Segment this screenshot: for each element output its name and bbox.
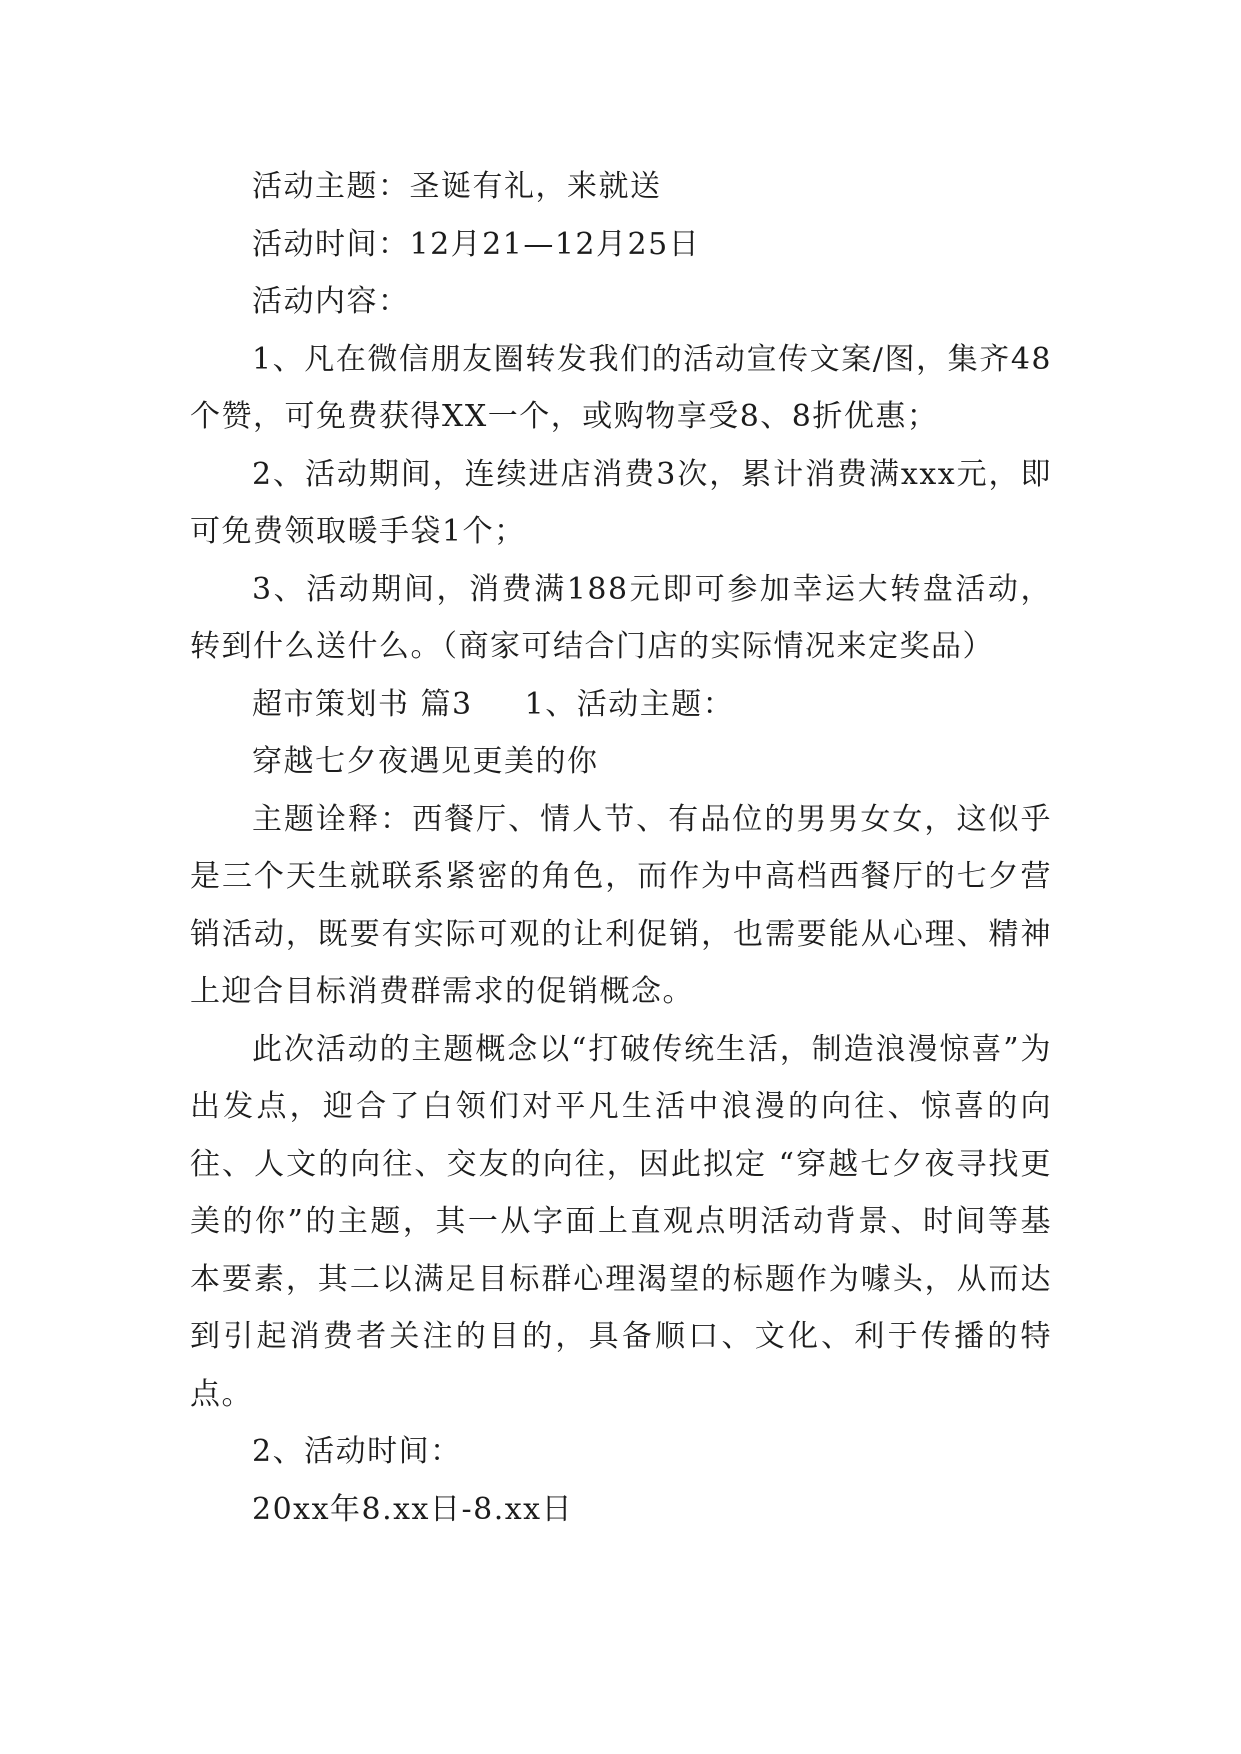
paragraph-activity-time: 活动时间：12月21—12月25日 bbox=[252, 226, 701, 262]
paragraph-theme-interpretation: 主题诠释：西餐厅、情人节、有品位的男男女女，这似乎是三个天生就联系紧密的角色，而作为中高档西餐厅的七夕营销活动，既要有实际可观的让利促销，也需要能从心理、精神上迎合目标消费群需求的促销概念。 bbox=[190, 801, 1052, 1009]
paragraph-theme-name: 穿越七夕夜遇见更美的你 bbox=[252, 744, 599, 779]
paragraph-activity-theme: 活动主题：圣诞有礼，来就送 bbox=[252, 169, 662, 204]
document-body bbox=[190, 158, 1052, 1538]
paragraph-activity-content-label: 活动内容： bbox=[252, 284, 410, 319]
paragraph-activity-time-value: 20xx年8.xx日-8.xx日 bbox=[252, 1491, 574, 1527]
section-subheading: 1、活动主题： bbox=[524, 686, 735, 722]
paragraph-item-3: 3、活动期间，消费满188元即可参加幸运大转盘活动，转到什么送什么。（商家可结合门店的实际情况来定奖品） bbox=[190, 571, 1052, 664]
paragraph-activity-time-heading: 2、活动时间： bbox=[252, 1434, 462, 1469]
section-heading-line bbox=[190, 676, 1052, 734]
paragraph-item-1: 1、凡在微信朋友圈转发我们的活动宣传文案/图，集齐48个赞，可免费获得XX一个，或购物享受8、8折优惠； bbox=[190, 341, 1052, 434]
section-title: 超市策划书 篇3 bbox=[252, 686, 473, 722]
paragraph-theme-concept: 此次活动的主题概念以“打破传统生活，制造浪漫惊喜”为出发点，迎合了白领们对平凡生活中浪漫的向往、惊喜的向往、人文的向往、交友的向往，因此拟定 “穿越七夕夜寻找更美的你”的主题，其一从字面上直观点明活动背景、时间等基本要素，其二以满足目标群心理渴望的标题作为噱头，从而达到引起消费者关注的目的，具备顺口、文化、利于传播的特点。 bbox=[190, 1031, 1052, 1412]
paragraph-item-2: 2、活动期间，连续进店消费3次，累计消费满xxx元，即可免费领取暖手袋1个； bbox=[190, 456, 1052, 549]
